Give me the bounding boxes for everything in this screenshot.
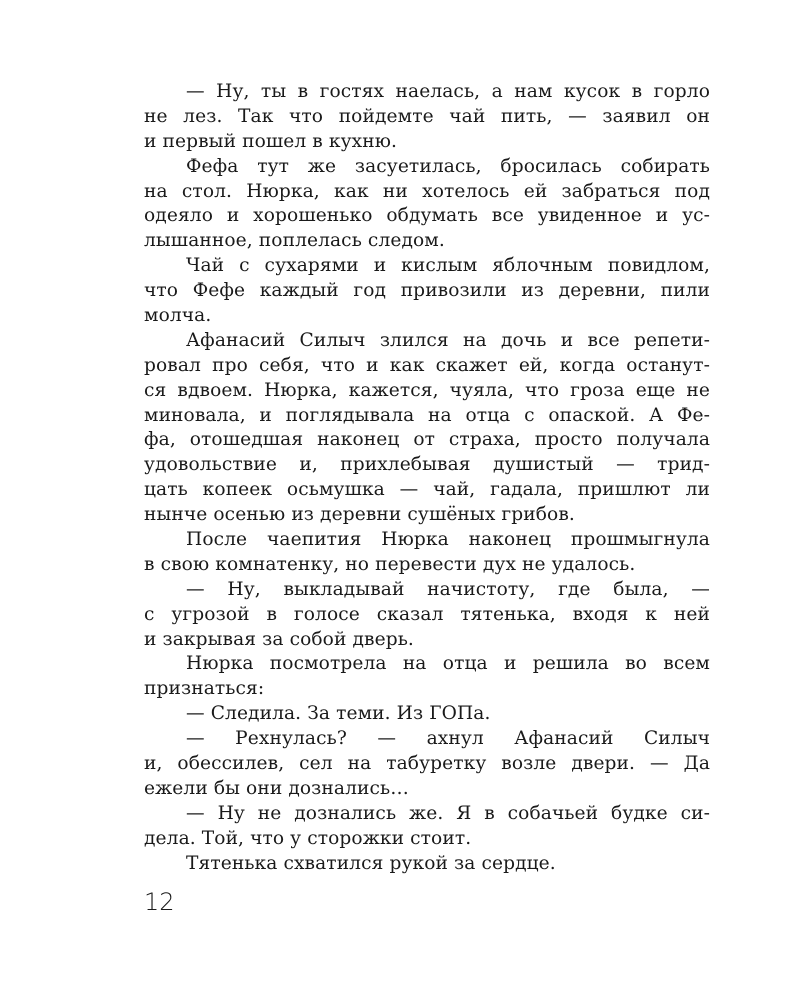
text-line: цать копеек осьмушка — чай, гадала, пришлют ли — [144, 479, 710, 501]
text-line: — Ну не дознались же. Я в собачьей будке си- — [186, 802, 710, 824]
text-line: — Ну, ты в гостях наелась, а нам кусок в горло — [186, 81, 710, 102]
text-line: дела. Той, что у сторожки стоит. — [144, 827, 472, 849]
text-line: и первый пошел в кухню. — [144, 130, 397, 152]
text-line: ся вдвоем. Нюрка, кажется, чуяла, что гроза еще не — [144, 379, 710, 401]
text-line: — Следила. За теми. Из ГОПа. — [186, 703, 491, 725]
text-line: в свою комнатенку, но перевести дух не удалось. — [144, 553, 636, 575]
text-line: и, обессилев, сел на табуретку возле двери. — Да — [144, 753, 710, 775]
text-line: не лез. Так что пойдемте чай пить, — заявил он — [144, 105, 710, 127]
text-line: После чаепития Нюрка наконец прошмыгнула — [186, 529, 710, 551]
text-line: лышанное, поплелась следом. — [144, 230, 445, 252]
text-line: ежели бы они дознались… — [144, 777, 409, 799]
text-line: молча. — [144, 305, 212, 327]
text-line: с угрозой в голосе сказал тятенька, входя к ней — [144, 603, 710, 625]
text-line: Нюрка посмотрела на отца и решила во всем — [186, 653, 710, 675]
text-line: удовольствие и, прихлебывая душистый — трид- — [144, 454, 710, 476]
text-line: — Рехнулась? — ахнул Афанасий Силыч — [186, 728, 710, 750]
text-line: миновала, и поглядывала на отца с опаской. А Фе- — [144, 404, 710, 426]
text-line: на стол. Нюрка, как ни хотелось ей забраться под — [144, 180, 710, 202]
page-number: 12 — [144, 888, 175, 916]
text-line: Чай с сухарями и кислым яблочным повидлом, — [186, 255, 710, 277]
text-line: одеяло и хорошенько обдумать все увиденное и ус- — [144, 205, 710, 227]
text-line: ровал про себя, что и как скажет ей, когда останут- — [144, 354, 710, 376]
text-line: Афанасий Силыч злился на дочь и все репети- — [186, 329, 710, 351]
page-body — [144, 80, 710, 877]
text-line: фа, отошедшая наконец от страха, просто получала — [144, 429, 710, 451]
text-line: Тятенька схватился рукой за сердце. — [186, 852, 556, 874]
text-line: — Ну, выкладывай начистоту, где была, — — [186, 578, 710, 600]
text-line: и закрывая за собой дверь. — [144, 628, 414, 650]
text-line: Фефа тут же засуетилась, бросилась собирать — [186, 155, 710, 177]
text-line: что Фефе каждый год привозили из деревни, пили — [144, 280, 710, 302]
text-line: признаться: — [144, 678, 265, 700]
text-line: нынче осенью из деревни сушёных грибов. — [144, 504, 575, 526]
